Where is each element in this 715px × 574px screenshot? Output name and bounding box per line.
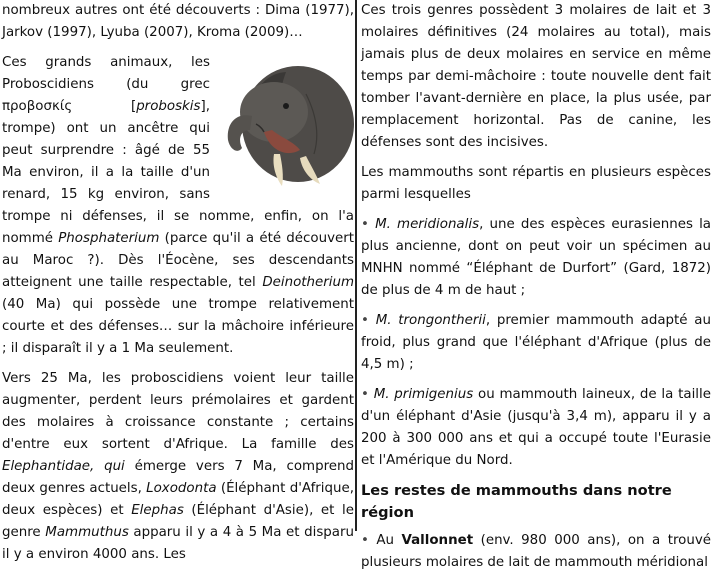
- species-name-primigenius: M. primigenius: [373, 387, 474, 402]
- paragraph-evolution: [2, 368, 354, 566]
- paragraph-proboscidians: [2, 52, 354, 360]
- species-text-meridionalis: , une des espèces eurasiennes la plus ancienne, dont on peut voir un spécimen au MNHN nommé “Éléphant de Durfort” (Gard, 1872) de plus de 4 m de haut ;: [361, 217, 711, 298]
- deinotherium-name: Deinotherium: [262, 275, 354, 290]
- text-evolution-e: apparu il y a 4 à 5 Ma et disparu il y a environ 4000 ans. Les: [2, 525, 354, 562]
- loxodonta-name: Loxodonta: [146, 481, 217, 496]
- text-bracket-open: [: [72, 99, 137, 114]
- mammuthus-name: Mammuthus: [45, 525, 129, 540]
- text-vallonnet-a: Au: [368, 533, 402, 548]
- elephantidae-name: Elephantidae, qui: [2, 459, 125, 474]
- deinotherium-image: [216, 54, 354, 194]
- text-evolution-d: (Éléphant d'Asie), et le genre: [2, 503, 354, 540]
- paragraph-discoveries: [2, 0, 354, 44]
- text-proboscidians-c: ], trompe) ont un ancêtre qui peut surprendre : âgé de 55 Ma environ, il a la taille d'un renard, 15 kg environ, sans trompe ni défenses, il se nomme, enfin, on l'a nommé: [2, 99, 354, 246]
- phosphaterium-name: Phosphaterium: [58, 231, 160, 246]
- text-proboscidians-a: Ces grands animaux, les Proboscidiens (du grec: [2, 55, 210, 92]
- species-text-trongontherii: , premier mammouth adapté au froid, plus grand que l'éléphant d'Afrique (plus de 4,5 m) ;: [361, 313, 711, 372]
- text-proboscidians-d: (parce qu'il a été découvert au Maroc ?). Dès l'Éocène, ses descendants atteignent une taille respectable, tel: [2, 231, 355, 290]
- text-evolution-c: (Éléphant d'Afrique, deux espèces) et: [2, 481, 354, 518]
- text-vallonnet-b: (env. 980 000 ans), on a trouvé plusieurs molaires de lait de mammouth méridional: [361, 533, 711, 570]
- greek-word: προβοσκίς: [2, 99, 73, 114]
- list-item-trongontherii: [361, 310, 711, 376]
- right-column: [361, 0, 711, 570]
- species-name-meridionalis: M. meridionalis: [375, 217, 480, 232]
- section-heading: Les restes de mammouths dans notre région: [361, 482, 672, 521]
- bullet-icon: •: [361, 217, 369, 232]
- bullet-icon: •: [361, 313, 369, 328]
- text-evolution-b: émerge vers 7 Ma, comprend deux genres actuels,: [2, 459, 355, 496]
- species-name-trongontherii: M. trongontherii: [375, 313, 486, 328]
- paragraph-molars: [361, 0, 711, 154]
- place-name-vallonnet: Vallonnet: [401, 533, 474, 548]
- species-text-primigenius: ou mammouth laineux, de la taille d'un éléphant d'Asie (jusqu'à 3,4 m), apparu il y a 200 à 300 000 ans et qui a occupé toute l'Eurasie et l'Amérique du Nord.: [361, 387, 711, 468]
- text-species-intro: Les mammouths sont répartis en plusieurs espèces parmi lesquelles: [361, 165, 711, 202]
- column-divider: [355, 0, 357, 531]
- list-item-primigenius: [361, 384, 711, 472]
- text-molars: Ces trois genres possèdent 3 molaires de lait et 3 molaires définitives (24 molaires au total), mais jamais plus de deux molaires en service en même temps par demi-mâchoire : toute nouvelle dent fait tomber l'avant-dernière en place, la plus usée, par remplacement horizontal. Pas de canine, les défenses sont des incisives.: [361, 3, 711, 150]
- text-proboscidians-e: (40 Ma) qui possède une trompe relativement courte et des défenses… sur la mâchoire inférieure ; il disparaît il y a 1 Ma seulement.: [2, 297, 354, 356]
- paragraph-species-intro: [361, 162, 711, 206]
- bullet-icon: •: [361, 387, 369, 402]
- text-discoveries: nombreux autres ont été découverts : Dima (1977), Jarkov (1997), Lyuba (2007), Kroma (2009)…: [2, 3, 354, 40]
- list-item-vallonnet: [361, 530, 711, 574]
- proboskis-word: proboskis: [136, 99, 201, 114]
- list-item-meridionalis: [361, 214, 711, 302]
- text-evolution-a: Vers 25 Ma, les proboscidiens voient leur taille augmenter, perdent leurs prémolaires et gardent des molaires à croissance constante ; certains d'entre eux sortent d'Afrique. La famille des: [2, 371, 354, 452]
- left-column: [2, 0, 355, 562]
- elephas-name: Elephas: [131, 503, 184, 518]
- bullet-icon: •: [361, 533, 369, 548]
